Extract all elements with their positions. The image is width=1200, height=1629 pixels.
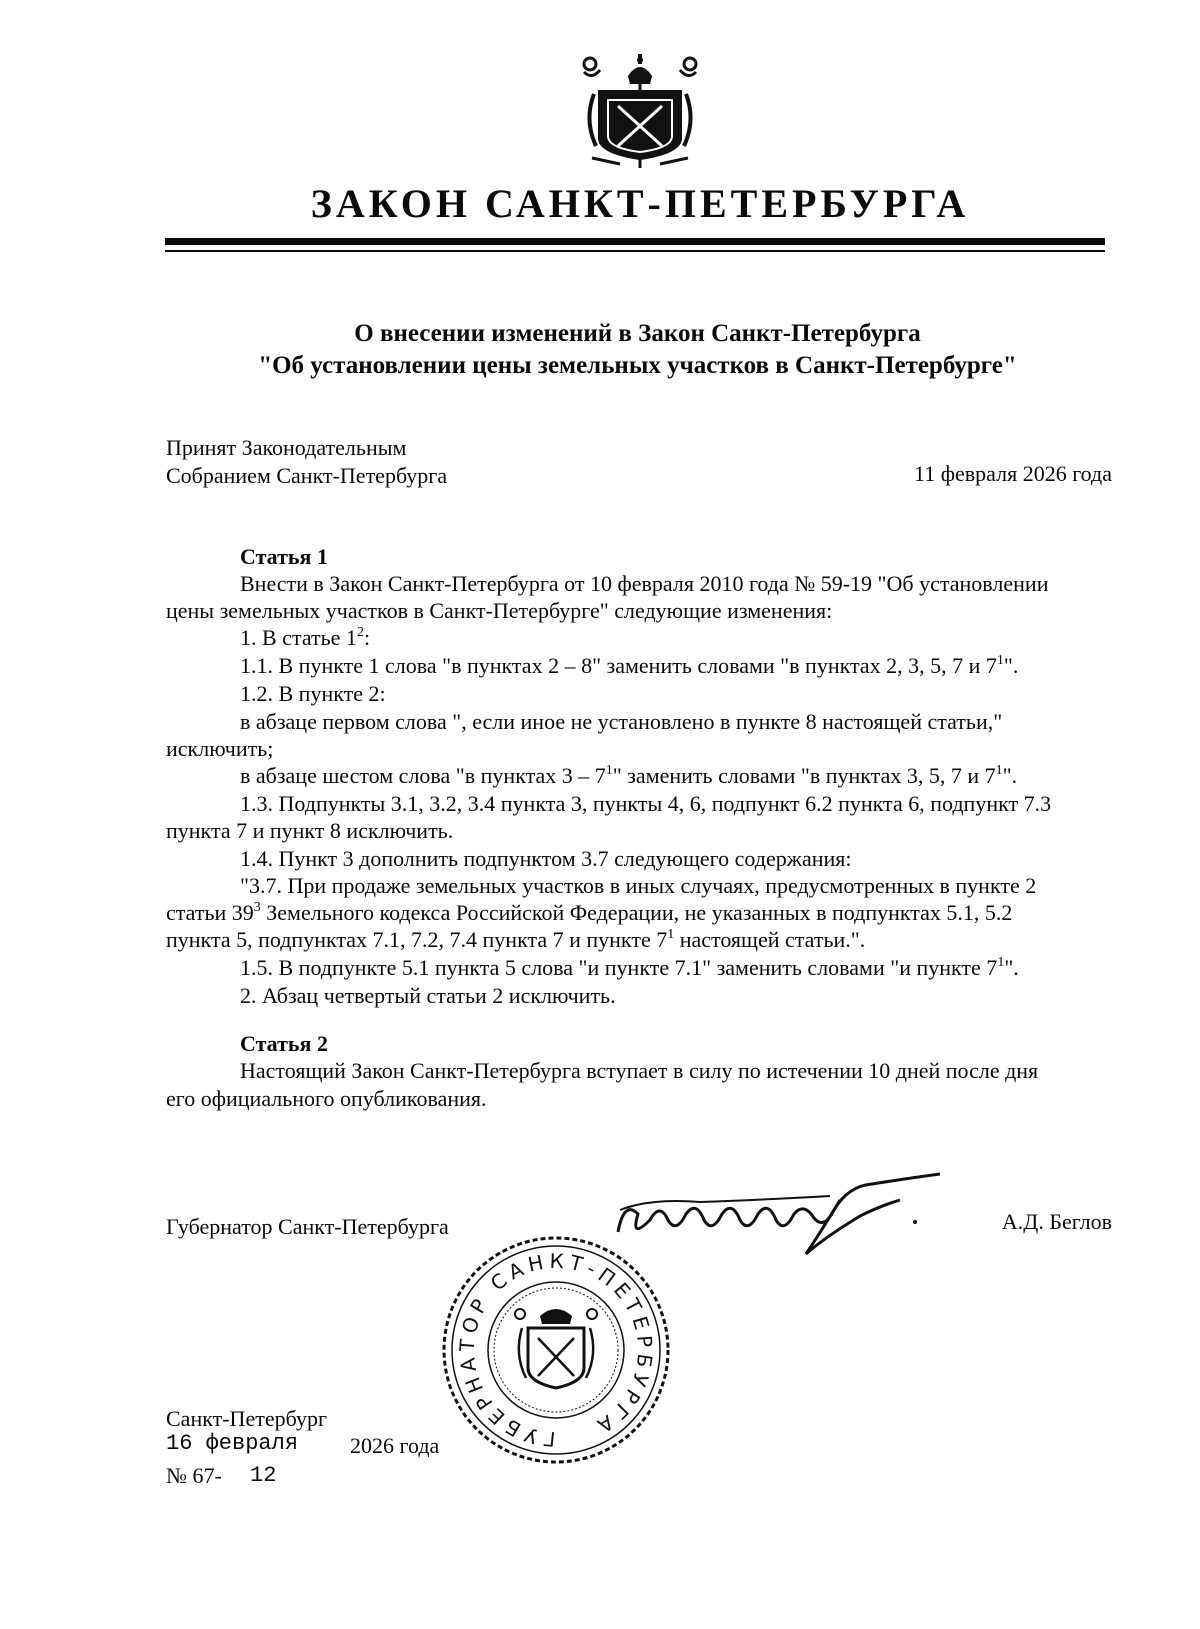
article1-item1-1-end: ". <box>1003 653 1019 678</box>
article1-item1 <box>240 624 370 652</box>
header-rule-thin <box>165 250 1105 252</box>
article1-item1-2-b-end: ". <box>1002 763 1018 788</box>
article1-item3-7-line1: "3.7. При продаже земельных участков в иных случаях, предусмотренных в пункте 2 <box>240 873 1037 898</box>
adoption-line1: Принят Законодательным <box>166 435 407 460</box>
article1-item1-4: 1.4. Пункт 3 дополнить подпунктом 3.7 следующего содержания: <box>240 846 852 871</box>
article1-item1-end: : <box>363 625 371 650</box>
article1-item1-5-sup: 1 <box>997 955 1005 970</box>
article1-item1-2-b-sup2: 1 <box>995 763 1003 778</box>
article1-item1-2: 1.2. В пункте 2: <box>240 681 386 706</box>
article1-heading: Статья 1 <box>240 544 328 569</box>
article1-item1-2-b-sup1: 1 <box>605 763 613 778</box>
article2-line2: его официального опубликования. <box>166 1086 487 1111</box>
article1-item1-1-sup: 1 <box>996 653 1004 668</box>
law-title-line1: О внесении изменений в Закон Санкт-Петербурга <box>354 320 921 347</box>
article1-item3-7-line2-end: Земельного кодекса Российской Федерации, не указанных в подпунктах 5.1, 5.2 <box>260 900 1013 925</box>
article1-item1-2-b-text: в абзаце шестом слова "в пунктах 3 – 7 <box>240 763 606 788</box>
article1-item1-2-b-mid: " заменить словами "в пунктах 3, 5, 7 и 7 <box>612 763 996 788</box>
seal-text: ГУБЕРНАТОР САНКТ-ПЕТЕРБУРГА <box>454 1248 658 1452</box>
article1-p1-line2: цены земельных участков в Санкт-Петербурге" следующие изменения: <box>166 598 833 623</box>
article1-item1-5-end: ". <box>1004 955 1019 980</box>
law-title-line2: "Об установлении цены земельных участков в Санкт-Петербурге" <box>258 352 1017 379</box>
article1-item1-5-text: 1.5. В подпункте 5.1 пункта 5 слова "и пункте 7.1" заменить словами "и пункте 7 <box>240 955 998 980</box>
article1-item3-7-line3 <box>166 926 865 954</box>
article1-item3-7-line2 <box>166 899 1012 927</box>
coat-of-arms-icon <box>580 50 700 170</box>
article1-item1-3-line2: пункта 7 и пункт 8 исключить. <box>166 818 454 843</box>
article1-item3-7-line2-sup: 3 <box>253 900 261 915</box>
article1-item1-1-text: 1.1. В пункте 1 слова "в пунктах 2 – 8" заменить словами "в пунктах 2, 3, 5, 7 и 7 <box>240 653 997 678</box>
footer-number-prefix: № 67- <box>166 1463 222 1488</box>
article2-heading: Статья 2 <box>240 1031 328 1056</box>
article1-item3-7-line3-end: настоящей статьи.". <box>674 927 866 952</box>
adoption-line2: Собранием Санкт-Петербурга <box>166 463 448 488</box>
article1-item1-2-a-line2: исключить; <box>166 736 274 761</box>
article1-item1-3-line1: 1.3. Подпункты 3.1, 3.2, 3.4 пункта 3, пункты 4, 6, подпункт 6.2 пункта 6, подпункт 7.3 <box>240 791 1052 816</box>
article1-item3-7-line3-text: пункта 5, подпунктах 7.1, 7.2, 7.4 пункта 7 и пункте 7 <box>166 927 668 952</box>
adoption-date: 11 февраля 2026 года <box>914 461 1112 486</box>
signatory-position: Губернатор Санкт-Петербурга <box>166 1214 449 1239</box>
footer-number: 12 <box>250 1463 277 1488</box>
article1-item1-2-b <box>240 762 1017 790</box>
article1-item1-5 <box>240 954 1019 982</box>
article1-item1-text: 1. В статье 1 <box>240 625 357 650</box>
article1-item2: 2. Абзац четвертый статьи 2 исключить. <box>240 983 616 1008</box>
footer-year: 2026 года <box>350 1433 440 1458</box>
article1-item3-7-line2-text: статьи 39 <box>166 900 254 925</box>
article1-item1-2-a-line1: в абзаце первом слова ", если иное не установлено в пункте 8 настоящей статьи," <box>240 709 1003 734</box>
article1-item3-7-line3-sup: 1 <box>667 927 675 942</box>
article2-line1: Настоящий Закон Санкт-Петербурга вступает в силу по истечении 10 дней после дня <box>240 1058 1039 1083</box>
signatory-name: А.Д. Беглов <box>1001 1209 1112 1234</box>
official-seal <box>432 1228 680 1468</box>
footer-city: Санкт-Петербург <box>166 1406 327 1431</box>
footer-day-month: 16 февраля <box>166 1431 299 1456</box>
article1-p1-line1: Внести в Закон Санкт-Петербурга от 10 февраля 2010 года № 59-19 "Об установлении <box>240 571 1049 596</box>
article1-item1-sup: 2 <box>356 625 364 640</box>
header-rule-thick <box>165 238 1105 245</box>
document-header-title: ЗАКОН САНКТ-ПЕТЕРБУРГА <box>310 181 970 226</box>
article1-item1-1 <box>240 652 1018 680</box>
